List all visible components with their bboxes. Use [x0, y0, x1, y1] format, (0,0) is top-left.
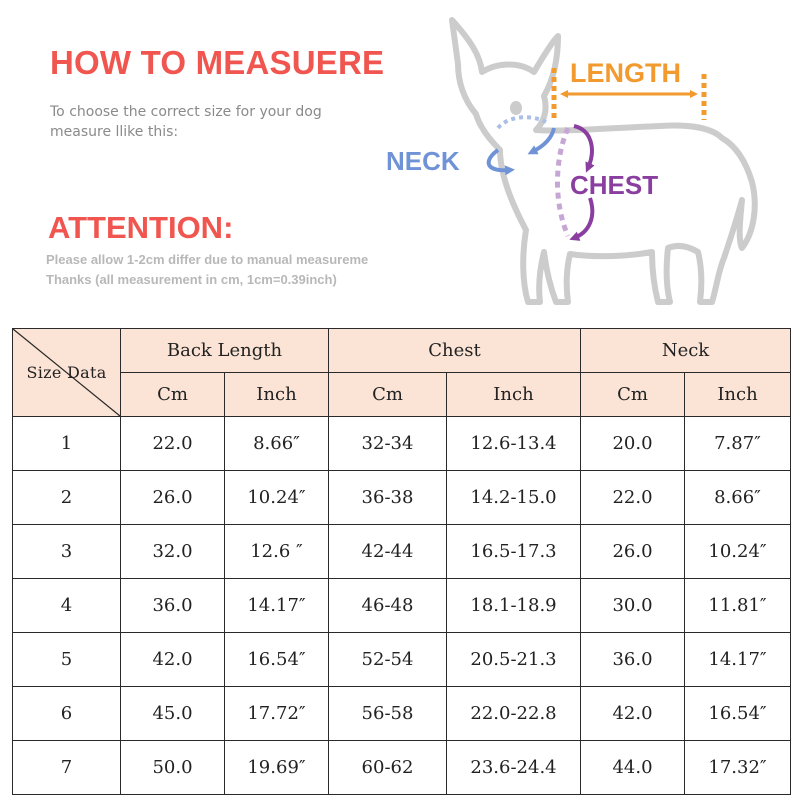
subheader-back-length-inch: Inch: [225, 373, 329, 417]
table-row: [13, 741, 791, 795]
table-row: [13, 417, 791, 471]
cell-back-length-cm: 42.0: [121, 633, 225, 687]
cell-back-length-cm: 32.0: [121, 525, 225, 579]
length-label: LENGTH: [570, 58, 681, 88]
cell-back-length-cm: 22.0: [121, 417, 225, 471]
cell-neck-inch: 11.81″: [685, 579, 791, 633]
cell-size: 4: [13, 579, 121, 633]
cell-back-length-cm: 26.0: [121, 471, 225, 525]
instructions-line-2: measure llike this:: [50, 124, 179, 140]
cell-size: 1: [13, 417, 121, 471]
subheader-chest-inch: Inch: [447, 373, 581, 417]
size-chart-table: [12, 328, 791, 795]
cell-neck-inch: 10.24″: [685, 525, 791, 579]
cell-neck-inch: 8.66″: [685, 471, 791, 525]
chest-bottom-arrow: [574, 198, 592, 238]
cell-neck-cm: 22.0: [581, 471, 685, 525]
cell-chest-inch: 22.0-22.8: [447, 687, 581, 741]
cell-back-length-inch: 16.54″: [225, 633, 329, 687]
cell-neck-inch: 16.54″: [685, 687, 791, 741]
cell-neck-cm: 44.0: [581, 741, 685, 795]
cell-back-length-cm: 36.0: [121, 579, 225, 633]
cell-chest-inch: 18.1-18.9: [447, 579, 581, 633]
cell-size: 2: [13, 471, 121, 525]
cell-back-length-cm: 45.0: [121, 687, 225, 741]
cell-back-length-inch: 19.69″: [225, 741, 329, 795]
corner-label: Size Data: [26, 363, 107, 382]
neck-label: NECK: [386, 146, 460, 176]
cell-chest-inch: 12.6-13.4: [447, 417, 581, 471]
cell-chest-cm: 60-62: [329, 741, 447, 795]
attention-text: [46, 250, 408, 290]
cell-chest-inch: 20.5-21.3: [447, 633, 581, 687]
cell-neck-inch: 7.87″: [685, 417, 791, 471]
size-data-corner-header: [13, 329, 121, 417]
cell-chest-cm: 32-34: [329, 417, 447, 471]
chest-label: CHEST: [570, 170, 659, 200]
table-row: [13, 471, 791, 525]
cell-chest-inch: 16.5-17.3: [447, 525, 581, 579]
chest-dotted-line: [558, 128, 569, 236]
cell-size: 3: [13, 525, 121, 579]
table-row: [13, 687, 791, 741]
cell-back-length-cm: 50.0: [121, 741, 225, 795]
subheader-neck-inch: Inch: [685, 373, 791, 417]
page-title: HOW TO MEASUERE: [50, 44, 385, 81]
cell-size: 7: [13, 741, 121, 795]
cell-chest-inch: 23.6-24.4: [447, 741, 581, 795]
cell-back-length-inch: 12.6 ″: [225, 525, 329, 579]
cell-chest-cm: 42-44: [329, 525, 447, 579]
cell-chest-inch: 14.2-15.0: [447, 471, 581, 525]
cell-neck-inch: 17.32″: [685, 741, 791, 795]
attention-line-2: Thanks (all measurement in cm, 1cm=0.39inch): [46, 272, 337, 287]
dog-eye-icon: [510, 101, 522, 115]
cell-chest-cm: 56-58: [329, 687, 447, 741]
subheader-back-length-cm: Cm: [121, 373, 225, 417]
table-row: [13, 525, 791, 579]
cell-neck-cm: 42.0: [581, 687, 685, 741]
group-header-chest: Chest: [329, 329, 581, 373]
cell-chest-cm: 36-38: [329, 471, 447, 525]
cell-neck-cm: 36.0: [581, 633, 685, 687]
cell-neck-cm: 26.0: [581, 525, 685, 579]
table-row: [13, 579, 791, 633]
cell-size: 6: [13, 687, 121, 741]
cell-back-length-inch: 14.17″: [225, 579, 329, 633]
group-header-neck: Neck: [581, 329, 791, 373]
cell-back-length-inch: 17.72″: [225, 687, 329, 741]
subheader-neck-cm: Cm: [581, 373, 685, 417]
cell-chest-cm: 46-48: [329, 579, 447, 633]
attention-line-1: Please allow 1-2cm differ due to manual measureme: [46, 252, 369, 267]
instructions-text: [50, 102, 350, 142]
cell-size: 5: [13, 633, 121, 687]
instructions-line-1: To choose the correct size for your dog: [50, 104, 322, 120]
cell-neck-cm: 30.0: [581, 579, 685, 633]
cell-neck-inch: 14.17″: [685, 633, 791, 687]
attention-title: ATTENTION:: [48, 210, 234, 245]
cell-back-length-inch: 8.66″: [225, 417, 329, 471]
dog-measurement-diagram: [386, 10, 800, 315]
subheader-chest-cm: Cm: [329, 373, 447, 417]
cell-neck-cm: 20.0: [581, 417, 685, 471]
table-row: [13, 633, 791, 687]
cell-back-length-inch: 10.24″: [225, 471, 329, 525]
group-header-back-length: Back Length: [121, 329, 329, 373]
cell-chest-cm: 52-54: [329, 633, 447, 687]
